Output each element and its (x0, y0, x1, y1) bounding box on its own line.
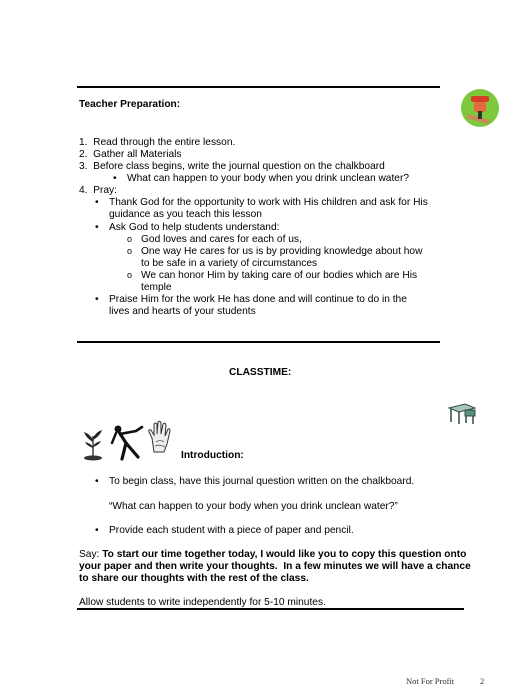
footer-page-number: 2 (480, 676, 485, 686)
top-rule (77, 86, 440, 88)
pray-bullet-ask (109, 222, 279, 234)
allow-instruction: Allow students to write independently for 5-10 minutes. (79, 597, 326, 608)
footer-not-for-profit: Not For Profit (406, 676, 455, 686)
understand-2-line-2: to be safe in a variety of circumstances (141, 257, 318, 269)
say-text-1: To start our time together today, I would like you to copy this question onto (102, 549, 467, 560)
step-2: 2. Gather all Materials (79, 149, 182, 160)
step-3-bullet: • What can happen to your body when you drink unclean water? (127, 173, 409, 185)
understand-item-3 (141, 270, 417, 294)
understand-item-2 (141, 246, 422, 270)
step-3: 3. Before class begins, write the journal question on the chalkboard (79, 161, 385, 172)
school-desk-icon (447, 400, 479, 426)
step-4: 4. Pray: (79, 185, 117, 196)
journal-question-quote: “What can happen to your body when you drink unclean water?” (109, 501, 398, 512)
say-line-1 (79, 549, 471, 561)
teacher-prep-icon (460, 88, 500, 128)
understand-3-line-1: o We can honor Him by taking care of our bodies which are His (141, 270, 418, 281)
sprout-icon (82, 428, 104, 462)
say-paragraph (79, 549, 471, 584)
praise-line-1: • Praise Him for the work He has done and will continue to do in the (109, 294, 407, 305)
intro-bullet-provide: • Provide each student with a piece of paper and pencil. (109, 525, 354, 537)
hand-icon (146, 420, 174, 454)
pray-ask-line-1: • Ask God to help students understand: (109, 222, 280, 233)
praise-line-2: lives and hearts of your students (109, 305, 256, 317)
understand-1-line-1: o God loves and cares for each of us, (141, 234, 302, 245)
step-1: 1. Read through the entire lesson. (79, 137, 236, 148)
say-label: Say: (79, 549, 103, 560)
understand-item-1 (141, 234, 302, 246)
pray-bullet-thank (109, 197, 428, 221)
middle-rule (77, 341, 440, 343)
understand-3-line-2: temple (141, 281, 172, 293)
intro-bullet-begin: • To begin class, have this journal question written on the chalkboard. (109, 476, 414, 488)
bottom-rule (77, 608, 464, 610)
praise-bullet (109, 294, 407, 318)
understand-2-line-1: o One way He cares for us is by providing knowledge about how (141, 246, 423, 257)
introduction-heading: Introduction: (181, 450, 244, 461)
pray-thank-line-2: guidance as you teach this lesson (109, 208, 262, 220)
say-text-3: to share our thoughts with the rest of the class. (79, 572, 309, 584)
pray-thank-line-1: • Thank God for the opportunity to work with His children and ask for His (109, 197, 428, 208)
say-text-2: your paper and then write your thoughts. In a few minutes we will have a chance (79, 560, 471, 572)
stretching-person-icon (110, 423, 144, 461)
teacher-prep-heading: Teacher Preparation: (79, 99, 181, 110)
classtime-heading: CLASSTIME: (229, 367, 292, 378)
